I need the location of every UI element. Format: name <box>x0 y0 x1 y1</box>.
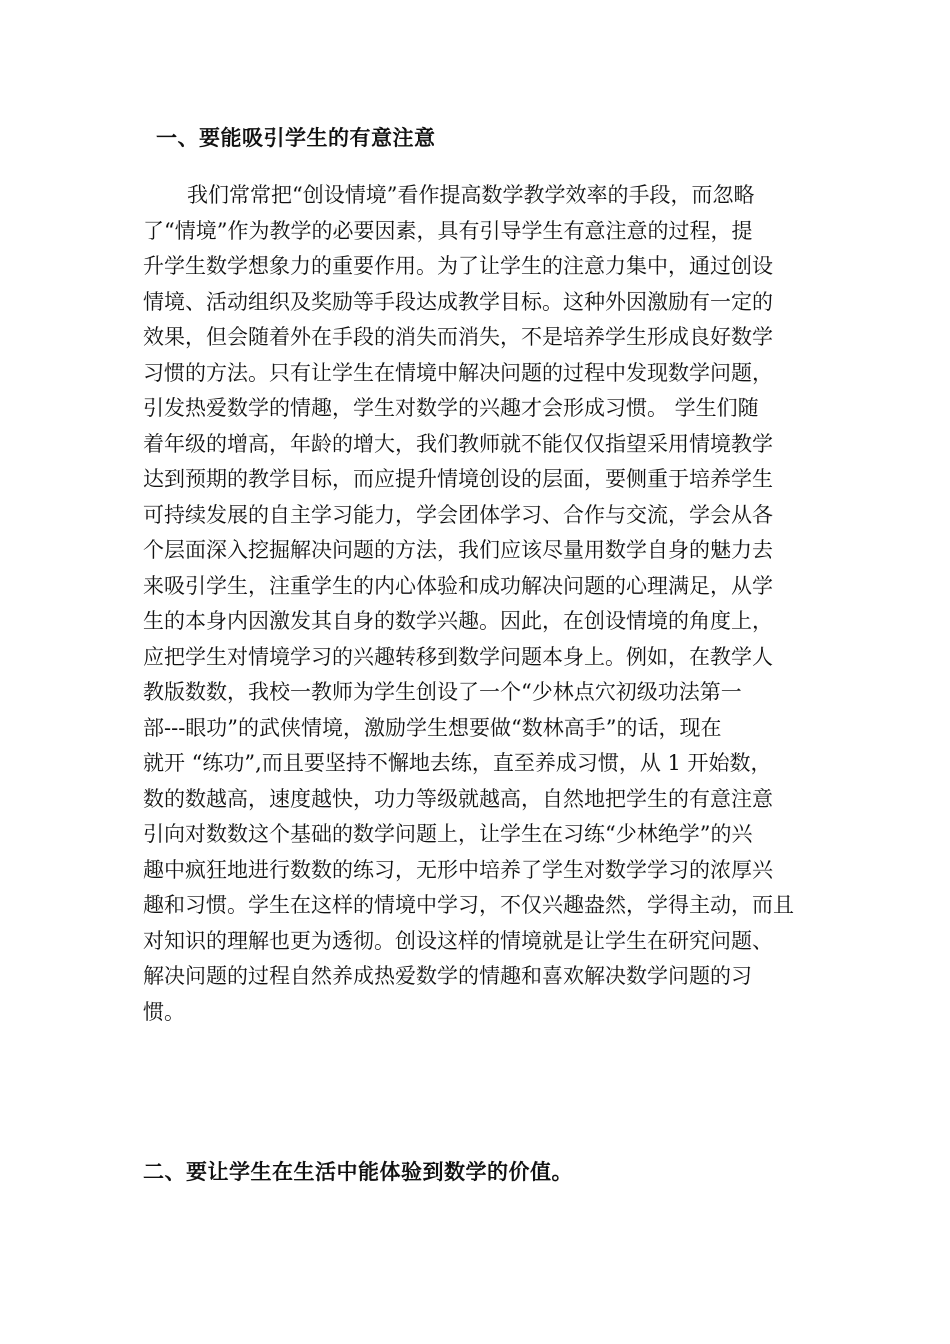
paragraph-line: 来吸引学生，注重学生的内心体验和成功解决问题的心理满足，从学 <box>143 573 773 598</box>
paragraph-line: 达到预期的教学目标，而应提升情境创设的层面，要侧重于培养学生 <box>143 467 773 491</box>
paragraph-line: 习惯的方法。只有让学生在情境中解决问题的过程中发现数学问题， <box>143 360 773 385</box>
paragraph-line: 生的本身内因激发其自身的数学兴趣。因此，在创设情境的角度上， <box>143 609 773 633</box>
paragraph-line: 对知识的理解也更为透彻。创设这样的情境就是让学生在研究问题、 <box>143 928 773 953</box>
paragraph-line: 我们常常把“创设情境”看作提高数学教学效率的手段，而忽略 <box>187 183 755 207</box>
paragraph-line: 应把学生对情境学习的兴趣转移到数学问题本身上。例如，在教学人 <box>143 644 773 669</box>
paragraph-line: 着年级的增高，年龄的增大，我们教师就不能仅仅指望采用情境教学 <box>143 431 773 456</box>
paragraph-line: 解决问题的过程自然养成热爱数学的情趣和喜欢解决数学问题的习 <box>143 964 752 988</box>
paragraph-line: 了“情境”作为教学的必要因素，具有引导学生有意注意的过程，提 <box>143 218 753 243</box>
paragraph-line: 趣和习惯。学生在这样的情境中学习，不仅兴趣盎然，学得主动，而且 <box>143 893 794 917</box>
paragraph-line: 个层面深入挖掘解决问题的方法，我们应该尽量用数学自身的魅力去 <box>143 538 773 562</box>
section-heading-1: 一、要能吸引学生的有意注意 <box>156 125 436 150</box>
paragraph-line: 部---眼功”的武侠情境，激励学生想要做“数林高手”的话，现在 <box>143 715 722 740</box>
paragraph-line: 升学生数学想象力的重要作用。为了让学生的注意力集中，通过创设 <box>143 254 773 278</box>
paragraph-line: 引向对数数这个基础的数学问题上，让学生在习练“少林绝学”的兴 <box>143 822 753 846</box>
paragraph-line: 数的数越高，速度越快，功力等级就越高，自然地把学生的有意注意 <box>143 786 773 811</box>
paragraph-line: 可持续发展的自主学习能力，学会团体学习、合作与交流，学会从各 <box>143 502 773 527</box>
section-1-paragraph <box>143 178 811 1030</box>
paragraph-line: 趣中疯狂地进行数数的练习，无形中培养了学生对数学学习的浓厚兴 <box>143 857 773 882</box>
paragraph-line: 情境、活动组织及奖励等手段达成教学目标。这种外因激励有一定的 <box>143 289 773 314</box>
paragraph-line: 就开 “练功”,而且要坚持不懈地去练，直至养成习惯，从 1 开始数， <box>143 751 772 775</box>
section-heading-2: 二、要让学生在生活中能体验到数学的价值。 <box>143 1159 573 1184</box>
paragraph-line: 引发热爱数学的情趣，学生对数学的兴趣才会形成习惯。 学生们随 <box>143 396 759 420</box>
paragraph-line: 教版数数，我校一教师为学生创设了一个“少林点穴初级功法第一 <box>143 680 742 704</box>
paragraph-line: 惯。 <box>143 999 185 1024</box>
paragraph-line: 效果，但会随着外在手段的消失而消失，不是培养学生形成良好数学 <box>143 325 773 349</box>
